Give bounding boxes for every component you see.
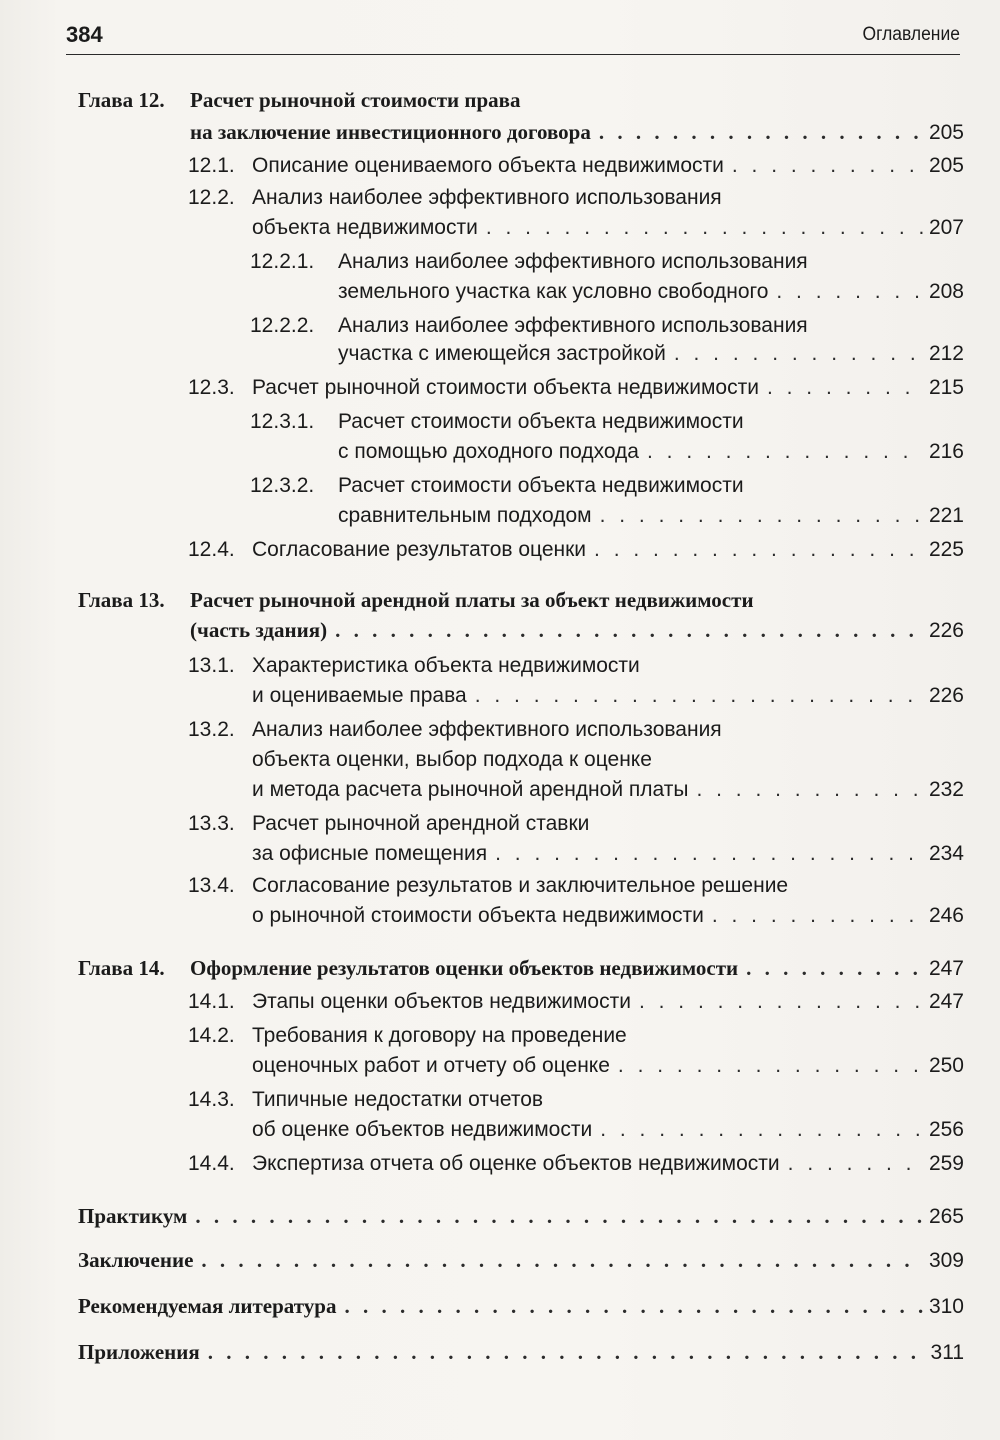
leader-dots <box>767 376 923 400</box>
section-13-4-title-line-1: Согласование результатов и заключительное решение <box>252 874 789 897</box>
section-13-3-number: 13.3. <box>188 812 235 835</box>
section-14-1-number: 14.1. <box>188 990 235 1013</box>
leader-dots <box>788 1152 923 1176</box>
section-12-3-2-title-line-1: Расчет стоимости объекта недвижимости <box>338 474 744 497</box>
section-13-4-entry[interactable]: о рыночной стоимости объекта недвижимости . . . 246 <box>252 904 964 936</box>
section-14-3-number: 14.3. <box>188 1088 235 1111</box>
section-13-3-title-line-1: Расчет рыночной арендной ставки <box>252 812 590 835</box>
section-13-2-title-line-2: объекта оценки, выбор подхода к оценке <box>252 748 652 771</box>
chapter-13-title-line-1: Расчет рыночной арендной платы за объект недвижимости <box>190 588 754 612</box>
leader-dots <box>495 842 923 866</box>
page-ref: 205 <box>928 154 964 177</box>
section-13-1-title-line-1: Характеристика объекта недвижимости <box>252 654 640 677</box>
page-ref: 311 <box>930 1341 964 1364</box>
leader-dots <box>732 154 923 178</box>
page-ref: 259 <box>928 1152 964 1175</box>
leader-dots <box>639 990 923 1014</box>
section-12-2-number: 12.2. <box>188 186 235 209</box>
section-14-2-entry[interactable]: оценочных работ и отчету об оценке . . . 250 <box>252 1054 964 1086</box>
page-ref: 226 <box>928 619 964 642</box>
section-12-2-2-title-line-1: Анализ наиболее эффективного использования <box>338 314 808 337</box>
section-14-1-entry[interactable]: Этапы оценки объектов недвижимости . . . 247 <box>252 990 964 1022</box>
leader-dots <box>600 1118 923 1142</box>
leader-dots <box>195 1204 923 1229</box>
section-14-4-entry[interactable]: Экспертиза отчета об оценке объектов недвижимости . . . 259 <box>252 1152 964 1184</box>
chapter-12-title-line-1: Расчет рыночной стоимости права <box>190 88 521 112</box>
section-13-1-number: 13.1. <box>188 654 235 677</box>
page-ref: 221 <box>928 504 964 527</box>
section-12-3-1-entry[interactable]: с помощью доходного подхода . . . 216 <box>338 440 964 472</box>
section-12-1-entry[interactable]: Описание оцениваемого объекта недвижимости . . . 205 <box>252 154 964 186</box>
section-12-2-1-entry[interactable]: земельного участка как условно свободного . . . 208 <box>338 280 964 312</box>
section-12-4-entry[interactable]: Согласование результатов оценки . . . 225 <box>252 538 964 570</box>
page-ref: 250 <box>928 1054 964 1077</box>
leader-dots <box>600 504 923 528</box>
leader-dots <box>696 778 923 802</box>
appendix-entry[interactable]: Приложения . . . 311 <box>78 1340 964 1372</box>
section-14-2-title-line-1: Требования к договору на проведение <box>252 1024 627 1047</box>
leader-dots <box>486 216 923 240</box>
page-ref: 232 <box>928 778 964 801</box>
leader-dots <box>475 684 923 708</box>
leader-dots <box>344 1294 922 1319</box>
section-13-1-entry[interactable]: и оцениваемые права . . . 226 <box>252 684 964 716</box>
section-12-3-1-number: 12.3.1. <box>250 410 315 433</box>
chapter-13-label: Глава 13. <box>78 588 165 612</box>
section-12-2-title-line-1: Анализ наиболее эффективного использования <box>252 186 722 209</box>
leader-dots <box>674 342 923 366</box>
section-14-4-number: 14.4. <box>188 1152 235 1175</box>
leader-dots <box>776 280 923 304</box>
chapter-12-title-line-2[interactable]: на заключение инвестиционного договора . . . 205 <box>190 120 964 152</box>
leader-dots <box>712 904 923 928</box>
page-ref: 212 <box>928 342 964 365</box>
leader-dots <box>208 1340 925 1365</box>
leader-dots <box>647 440 923 464</box>
section-12-2-2-entry[interactable]: участка с имеющейся застройкой . . . 212 <box>338 342 964 374</box>
page-ref: 256 <box>928 1118 964 1141</box>
literature-entry[interactable]: Рекомендуемая литература . . . 310 <box>78 1294 964 1326</box>
section-14-3-entry[interactable]: об оценке объектов недвижимости . . . 256 <box>252 1118 964 1150</box>
leader-dots <box>746 956 923 981</box>
chapter-14-entry[interactable]: Оформление результатов оценки объектов недвижимости . . . 247 <box>190 956 964 988</box>
running-head: Оглавление <box>862 24 960 45</box>
section-13-4-number: 13.4. <box>188 874 235 897</box>
page-ref: 247 <box>928 990 964 1013</box>
section-12-1-number: 12.1. <box>188 154 235 177</box>
page-ref: 216 <box>928 440 964 463</box>
section-13-2-entry[interactable]: и метода расчета рыночной арендной платы . . . 232 <box>252 778 964 810</box>
section-12-3-entry[interactable]: Расчет рыночной стоимости объекта недвижимости . . . 215 <box>252 376 964 408</box>
section-12-4-number: 12.4. <box>188 538 235 561</box>
section-12-2-1-title-line-1: Анализ наиболее эффективного использования <box>338 250 808 273</box>
practicum-entry[interactable]: Практикум . . . 265 <box>78 1204 964 1236</box>
page-ref: 309 <box>928 1249 964 1272</box>
conclusion-entry[interactable]: Заключение . . . 309 <box>78 1248 964 1280</box>
section-12-3-2-entry[interactable]: сравнительным подходом . . . 221 <box>338 504 964 536</box>
section-14-2-number: 14.2. <box>188 1024 235 1047</box>
section-12-3-1-title-line-1: Расчет стоимости объекта недвижимости <box>338 410 744 433</box>
leader-dots <box>335 618 923 643</box>
section-12-2-1-number: 12.2.1. <box>250 250 315 273</box>
section-12-2-entry[interactable]: объекта недвижимости . . . 207 <box>252 216 964 248</box>
page-ref: 265 <box>928 1205 964 1228</box>
page-ref: 226 <box>928 684 964 707</box>
page-ref: 208 <box>928 280 964 303</box>
page-ref: 225 <box>928 538 964 561</box>
section-13-2-title-line-1: Анализ наиболее эффективного использования <box>252 718 722 741</box>
leader-dots <box>594 538 923 562</box>
chapter-12-label: Глава 12. <box>78 88 165 112</box>
section-14-3-title-line-1: Типичные недостатки отчетов <box>252 1088 544 1111</box>
chapter-13-title-line-2[interactable]: (часть здания) . . . 226 <box>190 618 964 650</box>
section-12-3-number: 12.3. <box>188 376 235 399</box>
page-ref: 234 <box>928 842 964 865</box>
page-number: 384 <box>66 22 103 47</box>
page-ref: 207 <box>928 216 964 239</box>
section-13-3-entry[interactable]: за офисные помещения . . . 234 <box>252 842 964 874</box>
leader-dots <box>201 1248 923 1273</box>
leader-dots <box>599 120 923 145</box>
chapter-14-label: Глава 14. <box>78 956 165 980</box>
page-ref: 247 <box>928 957 964 980</box>
page-ref: 310 <box>928 1295 964 1318</box>
section-13-2-number: 13.2. <box>188 718 235 741</box>
page-ref: 215 <box>928 376 964 399</box>
section-12-3-2-number: 12.3.2. <box>250 474 315 497</box>
page-ref: 205 <box>928 121 964 144</box>
page-ref: 246 <box>928 904 964 927</box>
section-12-2-2-number: 12.2.2. <box>250 314 315 337</box>
leader-dots <box>618 1054 923 1078</box>
